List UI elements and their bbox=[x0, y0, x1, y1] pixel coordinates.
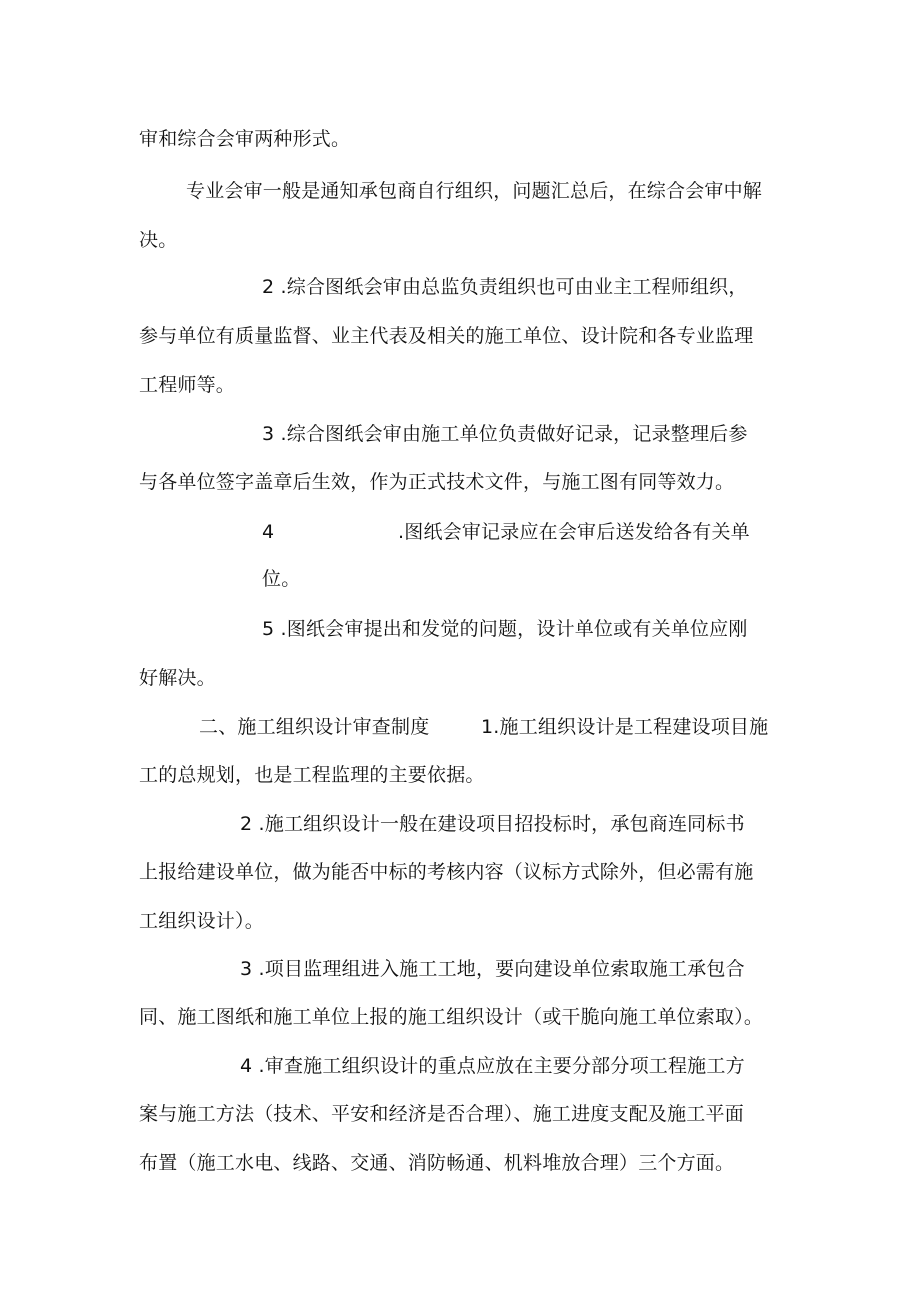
text-line: 工组织设计）。 bbox=[139, 910, 264, 932]
text-line: 案与施工方法（技术、平安和经济是否合理）、施工进度支配及施工平面 bbox=[139, 1103, 744, 1125]
text-line: 好解决。 bbox=[139, 667, 216, 689]
text-line: 5 .图纸会审提出和发觉的问题，设计单位或有关单位应刚 bbox=[262, 618, 748, 640]
list-number: 4 bbox=[262, 521, 275, 543]
text-line: 2 .综合图纸会审由总监负责组织也可由业主工程师组织， bbox=[262, 276, 748, 298]
section-heading: 二、施工组织设计审查制度 bbox=[199, 716, 430, 738]
text-line: 工程师等。 bbox=[139, 374, 236, 396]
text-line: 决。 bbox=[139, 229, 178, 251]
text-line: 参与单位有质量监督、业主代表及相关的施工单位、设计院和各专业监理 bbox=[139, 325, 754, 347]
text-line: 审和综合会审两种形式。 bbox=[139, 128, 351, 150]
text-line: 同、施工图纸和施工单位上报的施工组织设计（或干脆向施工单位索取）。 bbox=[139, 1006, 764, 1028]
text-line: .图纸会审记录应在会审后送发给各有关单 bbox=[398, 521, 750, 543]
text-line: 位。 bbox=[262, 568, 301, 590]
text-line: 布置（施工水电、线路、交通、消防畅通、机料堆放合理）三个方面。 bbox=[139, 1152, 735, 1174]
text-line: 上报给建设单位，做为能否中标的考核内容（议标方式除外，但必需有施 bbox=[139, 861, 754, 883]
text-line: 3 .项目监理组进入施工工地，要向建设单位索取施工承包合 bbox=[240, 958, 745, 980]
text-line: 3 .综合图纸会审由施工单位负责做好记录，记录整理后参 bbox=[262, 423, 748, 445]
text-line: 2 .施工组织设计一般在建设项目招投标时，承包商连同标书 bbox=[240, 813, 745, 835]
text-line: 专业会审一般是通知承包商自行组织，问题汇总后，在综合会审中解 bbox=[186, 180, 763, 202]
text-line: 1.施工组织设计是工程建设项目施 bbox=[481, 716, 769, 738]
text-line: 与各单位签字盖章后生效，作为正式技术文件，与施工图有同等效力。 bbox=[139, 471, 735, 493]
text-line: 工的总规划，也是工程监理的主要依据。 bbox=[139, 764, 485, 786]
text-line: 4 .审查施工组织设计的重点应放在主要分部分项工程施工方 bbox=[240, 1055, 745, 1077]
